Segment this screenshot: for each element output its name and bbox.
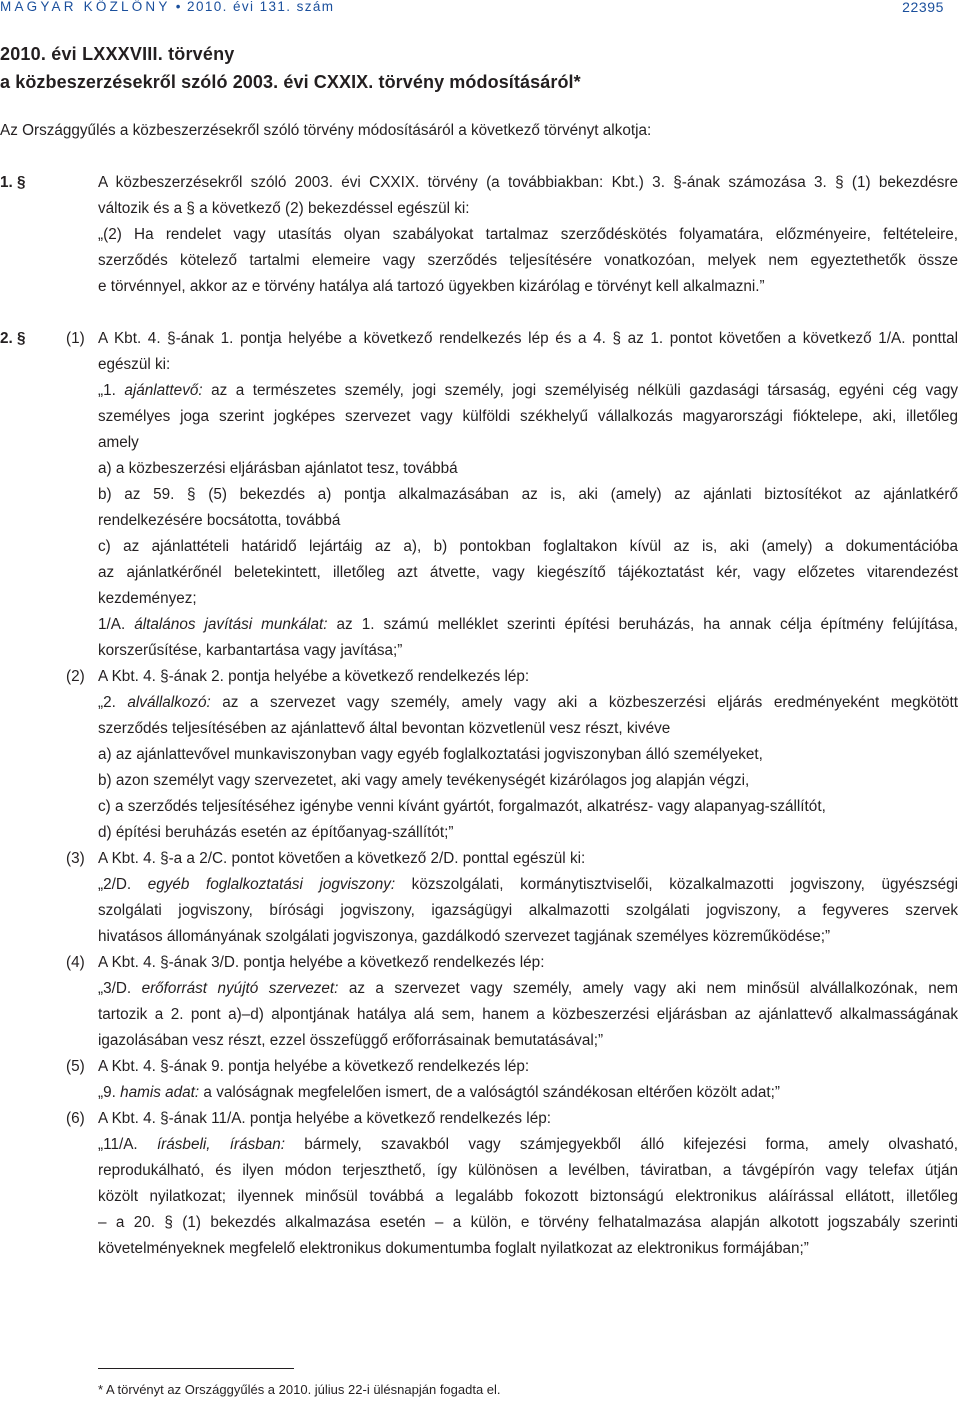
- definition-3d-line2: tartozik a 2. pont a)–d) alpontjának hatálya alá sem, hanem a közbeszerzési eljárásban az ajánlattevő alkalmasságának: [98, 1006, 958, 1023]
- paragraph-1-number: (1): [66, 330, 85, 347]
- definition-1-item-c-line3: kezdeményez;: [98, 590, 197, 607]
- definition-3d-line1: [98, 980, 958, 998]
- definition-1-term: ajánlattevő:: [124, 382, 203, 399]
- issue-label: 2010. évi 131. szám: [187, 0, 335, 14]
- definition-1a-line1: [98, 616, 958, 634]
- paragraph-3-number: (3): [66, 850, 85, 867]
- definition-2d-line3: hivatásos állományának szolgálati jogviszonya, gazdálkodó szervezet tagjának személyes közreműködése;”: [98, 928, 831, 945]
- definition-1a-text: az 1. számú melléklet szerinti építési beruházás, ha annak célja építmény felújítása,: [327, 616, 958, 633]
- definition-1-item-b-line1: b) az 59. § (5) bekezdés a) pontja alkalmazásában az is, aki (amely) az ajánlati biztosítékot az ajánlatkérő: [98, 486, 958, 503]
- definition-9-term: hamis adat:: [120, 1084, 200, 1101]
- paragraph-4-line1: A Kbt. 4. §-ának 3/D. pontja helyébe a következő rendelkezés lép:: [98, 954, 545, 971]
- paragraph-1-line2: egészül ki:: [98, 356, 171, 373]
- definition-2d-line2: szolgálati jogviszony, bírósági jogviszony, igazságügyi alkalmazotti szolgálati jogviszony, a fegyveres szervek: [98, 902, 958, 919]
- definition-1a-line2: korszerűsítése, karbantartása vagy javítása;”: [98, 642, 403, 659]
- definition-3d-text: az a szervezet vagy személy, amely vagy aki nem minősül alvállalkozónak, nem: [338, 980, 958, 997]
- paragraph-4-number: (4): [66, 954, 85, 971]
- section-1-quote-line3: e törvénnyel, akkor az e törvény hatálya alá tartozó ügyekben kizárólag e törvényt kell alkalmazni.”: [98, 278, 765, 295]
- definition-2-text: az a szervezet vagy személy, amely vagy aki a közbeszerzési eljárás eredményeként megkötött: [210, 694, 959, 711]
- paragraph-3-line1: A Kbt. 4. §-a a 2/C. pontot követően a következő 2/D. ponttal egészül ki:: [98, 850, 586, 867]
- section-1-number: 1. §: [0, 174, 26, 191]
- definition-1-line1: [98, 382, 958, 400]
- definition-2d-term: egyéb foglalkoztatási jogviszony:: [147, 876, 396, 893]
- footnote: * A törvényt az Országgyűlés a 2010. július 22-i ülésnapján fogadta el.: [98, 1382, 501, 1397]
- definition-3d-line3: igazolásában vesz részt, ezzel összefüggő erőforrásainak bemutatásával;”: [98, 1032, 604, 1049]
- section-1-quote-line2: szerződés kötelező tartalmi elemeire vagy szerződés teljesítésére vonatkozóan, melyek nem egyeztethetők össze: [98, 252, 958, 269]
- definition-11a-line5: követelményeknek megfelelő elektronikus dokumentumba foglalt nyilatkozat az elektronikus formájában;”: [98, 1240, 809, 1257]
- definition-11a-line4: – a 20. § (1) bekezdés alkalmazása esetén – a külön, e törvény felhatalmazása alapján alkotott jogszabály szerinti: [98, 1214, 958, 1231]
- definition-2-item-c: c) a szerződés teljesítéséhez igénybe venni kívánt gyártót, forgalmazót, alkatrész- vagy alapanyag-szállítót,: [98, 798, 826, 815]
- definition-1-item-b-line2: rendelkezésére bocsátotta, továbbá: [98, 512, 341, 529]
- definition-2d-line1: [98, 876, 958, 894]
- definition-1-item-c-line2: az ajánlatkérőnél beletekintett, illetőleg azt átvette, vagy kiegészítő tájékoztatást kér, vagy előzetes vitarendezést: [98, 564, 958, 581]
- definition-1-item-a: a) a közbeszerzési eljárásban ajánlatot tesz, továbbá: [98, 460, 458, 477]
- definition-2-line2: szerződés teljesítésében az ajánlattevő által bevontan közvetlenül vesz részt, kivéve: [98, 720, 671, 737]
- definition-1-prefix: „1.: [98, 382, 125, 399]
- paragraph-5-line1: A Kbt. 4. §-ának 9. pontja helyébe a következő rendelkezés lép:: [98, 1058, 530, 1075]
- law-title-line1: 2010. évi LXXXVIII. törvény: [0, 44, 235, 64]
- paragraph-1-line1: A Kbt. 4. §-ának 1. pontja helyébe a következő rendelkezés lép és a 4. § az 1. pontot követően a következő 1/A. ponttal: [98, 330, 958, 347]
- definition-2d-text: közszolgálati, kormánytisztviselői, közalkalmazotti jogviszony, ügyészségi: [395, 876, 958, 893]
- header-bullet: •: [175, 0, 182, 14]
- page-number: 22395: [902, 0, 944, 15]
- definition-2-line1: [98, 694, 958, 712]
- section-2-number: 2. §: [0, 330, 26, 347]
- definition-11a-line2: reprodukálható, és ilyen módon terjeszthető, így különösen a levélben, táviratban, a távgépírón vagy telefax útján: [98, 1162, 958, 1179]
- definition-3d-prefix: „3/D.: [98, 980, 142, 997]
- section-1-quote-line1: „(2) Ha rendelet vagy utasítás olyan szabályokat tartalmaz szerződéskötés folyamatára, előzményeire, feltételeire,: [98, 226, 958, 243]
- definition-9-text: a valóságnak megfelelően ismert, de a valóságtól szándékosan eltérően közölt adat;”: [199, 1084, 780, 1101]
- footnote-divider: [98, 1368, 294, 1369]
- journal-name: MAGYAR KÖZLÖNY: [0, 0, 171, 14]
- definition-1-line3: amely: [98, 434, 139, 451]
- definition-2-item-d: d) építési beruházás esetén az építőanyag-szállítót;”: [98, 824, 454, 841]
- definition-11a-term: írásbeli, írásban:: [156, 1136, 286, 1153]
- definition-2-item-b: b) azon személyt vagy szervezetet, aki vagy amely tevékenységét kizárólagos jog alapján végzi,: [98, 772, 750, 789]
- definition-2-item-a: a) az ajánlattevővel munkaviszonyban vagy egyéb foglalkoztatási jogviszonyban álló személyeket,: [98, 746, 763, 763]
- paragraph-6-line1: A Kbt. 4. §-ának 11/A. pontja helyébe a következő rendelkezés lép:: [98, 1110, 551, 1127]
- law-title-line2: a közbeszerzésekről szóló 2003. évi CXXIX. törvény módosításáról*: [0, 72, 581, 92]
- definition-1-line2: személyes joga szerint jogképes szervezet vagy külföldi székhelyű vállalkozás magyarországi fióktelepe, aki, illetőleg: [98, 408, 958, 425]
- definition-9-prefix: „9.: [98, 1084, 121, 1101]
- definition-3d-term: erőforrást nyújtó szervezet:: [141, 980, 339, 997]
- definition-2-term: alvállalkozó:: [127, 694, 211, 711]
- definition-1-item-c-line1: c) az ajánlattételi határidő lejártáig az a), b) pontokban foglaltakon kívül az is, aki (amely) a dokumentációba: [98, 538, 958, 555]
- definition-1-text: az a természetes személy, jogi személy, jogi személyiség nélküli gazdasági társaság, egyéni cég vagy: [202, 382, 958, 399]
- definition-9-line1: [98, 1084, 780, 1102]
- paragraph-2-line1: A Kbt. 4. §-ának 2. pontja helyébe a következő rendelkezés lép:: [98, 668, 530, 685]
- definition-11a-line1: [98, 1136, 958, 1154]
- definition-1a-prefix: 1/A.: [98, 616, 135, 633]
- preamble: Az Országgyűlés a közbeszerzésekről szóló törvény módosításáról a következő törvényt alkotja:: [0, 122, 652, 139]
- section-1-line1: A közbeszerzésekről szóló 2003. évi CXXIX. törvény (a továbbiakban: Kbt.) 3. §-ának számozása 3. § (1) bekezdésre: [98, 174, 958, 191]
- paragraph-2-number: (2): [66, 668, 85, 685]
- paragraph-5-number: (5): [66, 1058, 85, 1075]
- definition-2-prefix: „2.: [98, 694, 128, 711]
- definition-11a-text: bármely, szavakból vagy számjegyekből álló kifejezési forma, amely olvasható,: [285, 1136, 958, 1153]
- definition-1a-term: általános javítási munkálat:: [134, 616, 328, 633]
- running-header: [0, 0, 960, 20]
- journal-header: [0, 0, 334, 15]
- section-1-line2: változik és a § a következő (2) bekezdéssel egészül ki:: [98, 200, 470, 217]
- definition-2d-prefix: „2/D.: [98, 876, 148, 893]
- definition-11a-prefix: „11/A.: [98, 1136, 157, 1153]
- definition-11a-line3: közölt nyilatkozat; ilyennek minősül továbbá a legalább fokozott biztonságú elektronikus aláírással ellátott, illetőleg: [98, 1188, 958, 1205]
- paragraph-6-number: (6): [66, 1110, 85, 1127]
